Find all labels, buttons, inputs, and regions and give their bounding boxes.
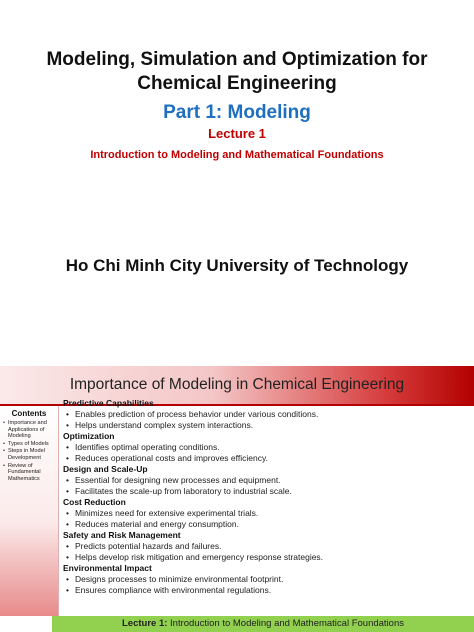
bullet-item: • Facilitates the scale-up from laboratory to industrial scale.	[63, 486, 463, 497]
section-heading: Environmental Impact	[63, 563, 152, 573]
part-title: Part 1: Modeling	[163, 102, 311, 123]
university-name: Ho Chi Minh City University of Technology	[65, 256, 409, 275]
bullet-item: • Minimizes need for extensive experimental trials.	[63, 508, 463, 519]
bullet-item: • Reduces operational costs and improves efficiency.	[63, 453, 463, 464]
contents-item: • Review of Fundamental Mathematics	[2, 463, 57, 483]
footer-text	[52, 618, 474, 629]
bullet-item: • Ensures compliance with environmental regulations.	[63, 585, 463, 596]
bullet-item: • Designs processes to minimize environmental footprint.	[63, 574, 463, 585]
footer-topic: Introduction to Modeling and Mathematical Foundations	[167, 618, 404, 629]
contents-list	[2, 420, 57, 483]
contents-item: • Importance and Applications of Modeling	[2, 420, 57, 440]
contents-heading: Contents	[11, 409, 47, 418]
section-heading: Predictive Capabilities	[63, 398, 154, 408]
course-title-line-1: Modeling, Simulation and Optimization for	[46, 49, 428, 70]
slide-footer	[52, 616, 474, 632]
contents-item: • Steps in Model Development	[2, 448, 57, 461]
section-heading: Optimization	[63, 431, 115, 441]
slide-body	[63, 398, 463, 596]
section-heading: Design and Scale-Up	[63, 464, 148, 474]
content-slide	[0, 366, 474, 632]
section-heading: Cost Reduction	[63, 497, 126, 507]
bullet-item: • Reduces material and energy consumption.	[63, 519, 463, 530]
contents-sidebar	[0, 406, 59, 616]
bullet-item: • Enables prediction of process behavior under various conditions.	[63, 409, 463, 420]
footer-lecture-label: Lecture 1:	[122, 618, 168, 629]
lecture-topic: Introduction to Modeling and Mathematical Foundations	[90, 149, 384, 161]
contents-item: • Types of Models	[2, 441, 57, 448]
bullet-item: • Helps understand complex system interactions.	[63, 420, 463, 431]
slide-title: Importance of Modeling in Chemical Engineering	[69, 376, 405, 393]
bullet-item: • Helps develop risk mitigation and emergency response strategies.	[63, 552, 463, 563]
bullet-item: • Predicts potential hazards and failures.	[63, 541, 463, 552]
bullet-item: • Identifies optimal operating conditions.	[63, 442, 463, 453]
course-title	[0, 48, 474, 96]
section-heading: Safety and Risk Management	[63, 530, 181, 540]
lecture-number: Lecture 1	[208, 126, 266, 141]
course-title-line-2: Chemical Engineering	[137, 73, 337, 94]
bullet-item: • Essential for designing new processes and equipment.	[63, 475, 463, 486]
